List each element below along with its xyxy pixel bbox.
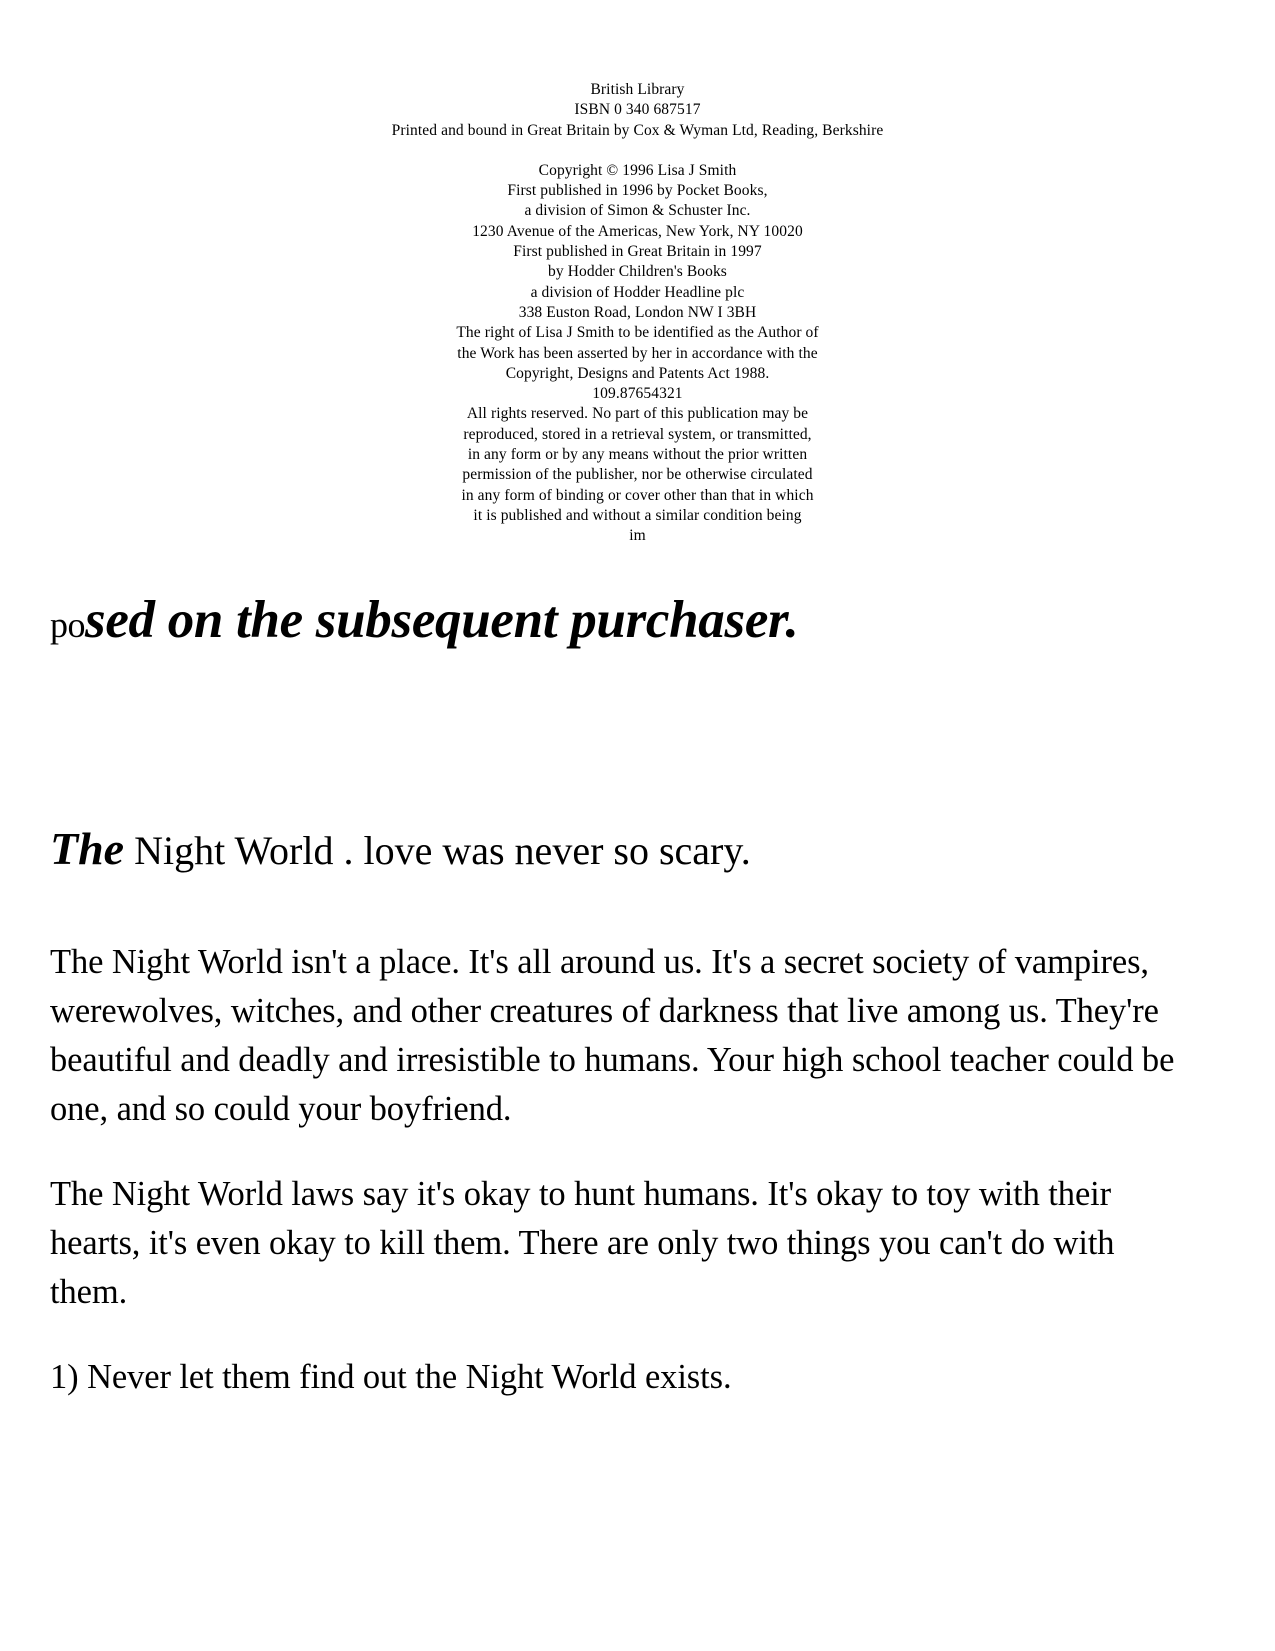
body-paragraph: The Night World laws say it's okay to hunt humans. It's okay to toy with their hearts, it's even okay to kill them. There are only two things you can't do with them. (50, 1175, 1115, 1311)
imprint-line: First published in 1996 by Pocket Books, (507, 182, 768, 200)
imprint-block (0, 80, 1275, 547)
imprint-line: The right of Lisa J Smith to be identified as the Author of (456, 324, 819, 342)
imprint-line: a division of Simon & Schuster Inc. (524, 202, 751, 220)
imprint-line: by Hodder Children's Books (548, 263, 727, 281)
body-list-item-1: 1) Never let them find out the Night World exists. (50, 1358, 732, 1396)
imprint-group-copyright (0, 161, 1275, 547)
body-paragraph: The Night World isn't a place. It's all around us. It's a secret society of vampires, werewolves, witches, and other creatures of darkness that live among us. They're beautiful and deadly and irresistible to humans. Your high school teacher could be one, and so could your boyfriend. (50, 943, 1175, 1128)
body-copy (50, 938, 1175, 1402)
imprint-line: reproduced, stored in a retrieval system, or transmitted, (463, 425, 812, 443)
imprint-line: All rights reserved. No part of this publication may be (466, 405, 809, 423)
split-heading (50, 590, 1230, 650)
imprint-group-library (0, 80, 1275, 141)
imprint-spacer (0, 141, 1275, 161)
imprint-line: 1230 Avenue of the Americas, New York, NY 10020 (472, 222, 803, 240)
imprint-line: in any form or by any means without the prior written (467, 446, 808, 464)
series-title-lead: The (50, 823, 125, 874)
imprint-line: it is published and without a similar condition being (473, 506, 802, 524)
imprint-line: permission of the publisher, nor be otherwise circulated (462, 466, 813, 484)
imprint-line: in any form of binding or cover other than that in which (461, 486, 814, 504)
imprint-line: Copyright, Designs and Patents Act 1988. (505, 364, 770, 382)
imprint-line: im (629, 527, 646, 545)
imprint-line: Printed and bound in Great Britain by Cox & Wyman Ltd, Reading, Berkshire (391, 121, 884, 139)
imprint-line: ISBN 0 340 687517 (574, 101, 701, 119)
imprint-line: the Work has been asserted by her in accordance with the (457, 344, 818, 362)
imprint-line: 338 Euston Road, London NW I 3BH (518, 303, 757, 321)
imprint-line: First published in Great Britain in 1997 (513, 243, 762, 261)
split-heading-prefix: po (50, 605, 85, 645)
series-title-rest: Night World . love was never so scary. (124, 828, 751, 873)
split-heading-main: sed on the subsequent purchaser. (85, 591, 799, 649)
imprint-line: a division of Hodder Headline plc (530, 283, 745, 301)
series-title (50, 822, 1230, 875)
imprint-line: British Library (590, 81, 685, 98)
imprint-line: Copyright © 1996 Lisa J Smith (538, 161, 737, 179)
imprint-line: 109.87654321 (592, 385, 683, 403)
